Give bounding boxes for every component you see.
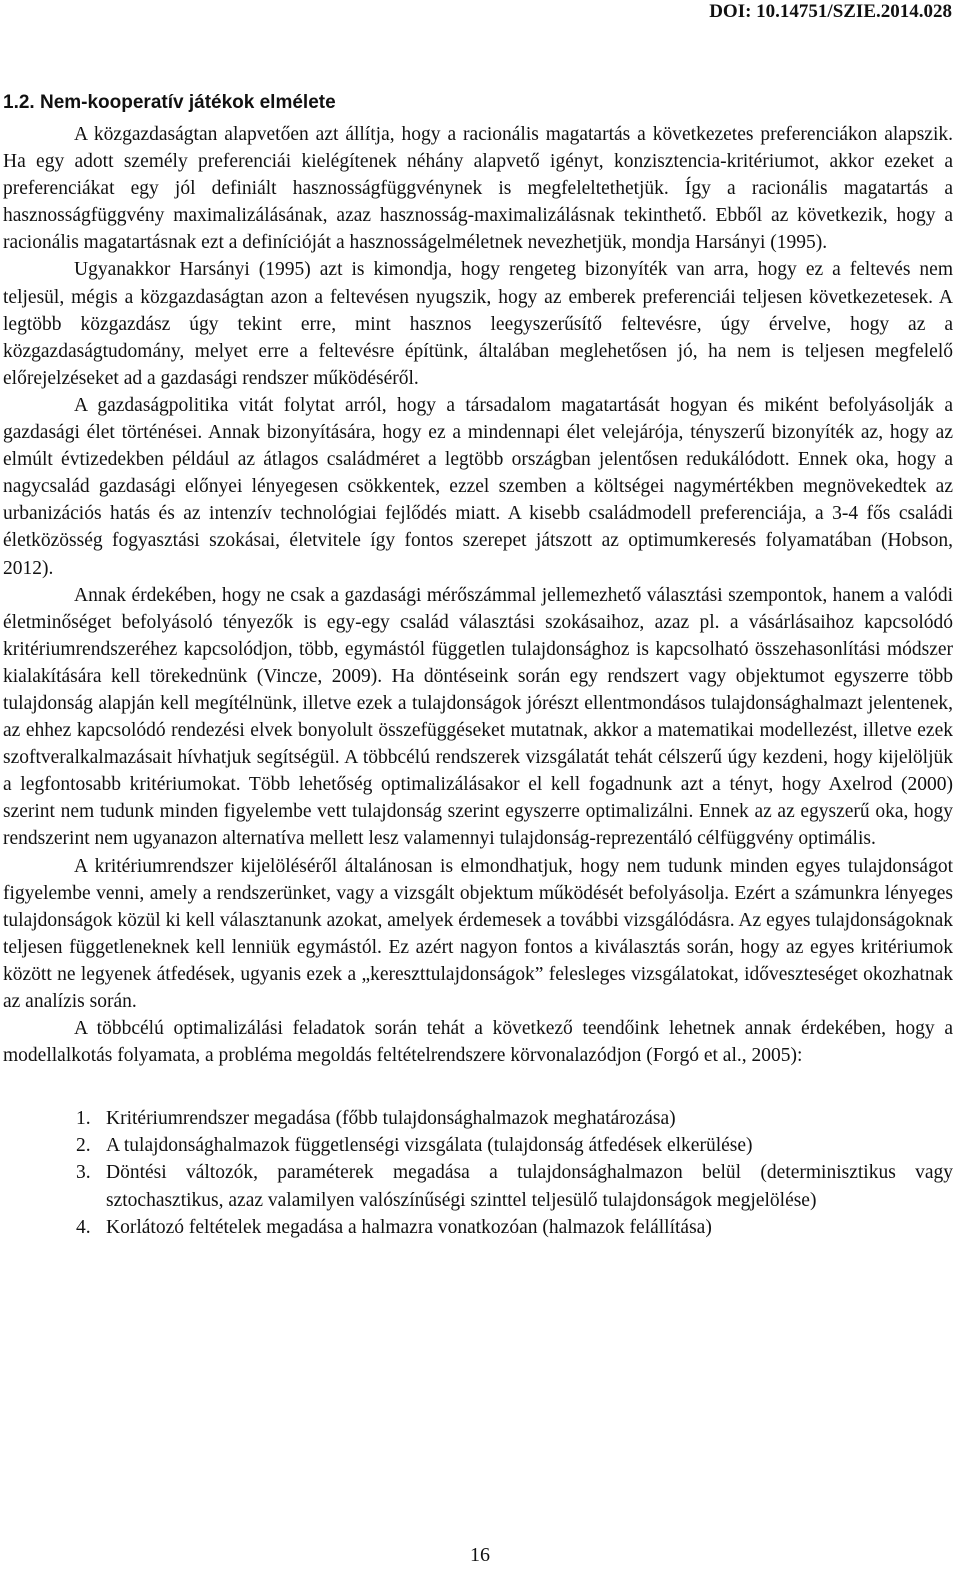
section-heading: 1.2. Nem-kooperatív játékok elmélete: [3, 92, 336, 113]
list-item: [3, 1159, 953, 1213]
list-item-text: Kritériumrendszer megadása (főbb tulajdonsághalmazok meghatározása): [106, 1108, 676, 1130]
list-item-text: Korlátozó feltételek megadása a halmazra vonatkozóan (halmazok felállítása): [106, 1216, 712, 1238]
paragraph-4: Annak érdekében, hogy ne csak a gazdasági mérőszámmal jellemezhető választási szempontok, hanem a valódi életminőséget befolyásoló tényezők is egy-egy család választási szokásaihoz, azaz pl. a vásárlásaihoz kapcsolódó kritériumrendszeréhez kapcsolódjon, több, egymástól független tulajdonsághoz is kapcsolható összehasonlítási módszer kialakítására kell törekednünk (Vincze, 2009). Ha döntéseink során egy rendszert vagy objektumot egyszerre több tulajdonság alapján kell megítélnünk, illetve ezek a tulajdonságok jórészt ellentmondásos tulajdonsághalmazt jelentenek, az ehhez kapcsolódó rendezési elvek bonyolult összefüggéseket mutatnak, akkor a matematikai modellezést, illetve ezek szoftveralkalmazásait hívhatjuk segítségül. A többcélú rendszerek vizsgálatát tehát célszerű úgy kezdeni, hogy kijelöljük a legfontosabb kritériumokat. Több lehetőség optimalizálásakor el kell fogadnunk azt a tényt, hogy Axelrod (2000) szerint nem tudunk minden figyelembe vett tulajdonság szerint egyszerre optimalizálni. Ennek az az egyszerű oka, hogy rendszerint nem ugyanazon alternatíva mellett lesz valamennyi tulajdonság-reprezentáló célfüggvény optimális.: [3, 584, 953, 850]
page-number: 16: [470, 1544, 490, 1566]
list-item-text: A tulajdonsághalmazok függetlenségi vizsgálata (tulajdonság átfedések elkerülése): [106, 1135, 753, 1157]
list-item: [3, 1132, 953, 1159]
paragraph-2: Ugyanakkor Harsányi (1995) azt is kimondja, hogy rengeteg bizonyíték van arra, hogy ez a feltevés nem teljesül, mégis a közgazdaságtan azon a feltevésen nyugszik, hogy az emberek preferenciái teljesen következetesek. A legtöbb közgazdász úgy tekint erre, mint hasznos leegyszerűsítő feltevésre, úgy érvelve, hogy az a közgazdaságtudomány, melyet erre a feltevésre építünk, általában meglehetősen jó, ha nem is teljesen megfelelő előrejelzéseket ad a gazdasági rendszer működéséről.: [3, 259, 953, 389]
list-item-number: 4.: [76, 1216, 91, 1238]
doi-header: DOI: 10.14751/SZIE.2014.028: [709, 1, 952, 22]
list-item-text: Döntési változók, paraméterek megadása a tulajdonsághalmazon belül (determinisztikus vagy sztochasztikus, azaz valamilyen valószínűségi szinttel teljesülő tulajdonságok megjelölése): [106, 1162, 953, 1211]
numbered-list: [3, 1105, 953, 1240]
paragraph-6: A többcélú optimalizálási feladatok során tehát a következő teendőink lehetnek annak érdekében, hogy a modellalkotás folyamata, a probléma megoldás feltételrendszere körvonalazódjon (Forgó et al., 2005):: [3, 1018, 953, 1067]
paragraph-3: A gazdaságpolitika vitát folytat arról, hogy a társadalom magatartását hogyan és miként befolyásolják a gazdasági élet történései. Annak bizonyítására, hogy ez a mindennapi élet velejárója, tényszerű bizonyíték az, hogy az elmúlt évtizedekben például az átlagos családméret a legtöbb országban jelentősen redukálódott. Ennek oka, hogy a nagycsalád gazdasági előnyei lényegesen csökkentek, ezzel szemben a költségei nagymértékben megnövekedtek az urbanizációs hatás és az intenzív technológiai fejlődés miatt. A kisebb családmodell preferenciája, a 3-4 fős családi életközösség fogyasztási szokásai, életvitele így fontos szerepet játszott az optimumkeresés folyamatában (Hobson, 2012).: [3, 394, 953, 579]
page-content: [3, 89, 953, 1241]
list-item: [3, 1105, 953, 1132]
list-item-number: 3.: [76, 1162, 91, 1184]
list-item-number: 1.: [76, 1108, 91, 1130]
list-item: [3, 1214, 953, 1241]
paragraph-5: A kritériumrendszer kijelöléséről általánosan is elmondhatjuk, hogy nem tudunk minden egyes tulajdonságot figyelembe venni, amely a rendszerünket, vagy a vizsgált objektum működését befolyásolja. Ezért a számunkra lényeges tulajdonságok közül ki kell választanunk azokat, amelyek érdemesek a további vizsgálódásra. Az egyes tulajdonságoknak teljesen függetleneknek kell lenniük egymástól. Ez azért nagyon fontos a kiválasztás során, hogy az egyes kritériumok között ne legyenek átfedések, ugyanis ezek a „kereszttulajdonságok” felesleges vizsgálatokat, időveszteséget okozhatnak az analízis során.: [3, 855, 953, 1012]
list-item-number: 2.: [76, 1135, 91, 1157]
paragraph-1: A közgazdaságtan alapvetően azt állítja, hogy a racionális magatartás a következetes preferenciákon alapszik. Ha egy adott személy preferenciái kielégítenek néhány alapvető igényt, konzisztencia-kritériumot, akkor ezeket a preferenciákat egy jól definiált hasznosságfüggvénynek is megfeleltethetjük. Így a racionális magatartás a hasznosságfüggvény maximalizálásának, azaz hasznosság-maximalizálásnak tekinthető. Ebből az következik, hogy a racionális magatartásnak ezt a definícióját a hasznosságelméletnek nevezhetjük, mondja Harsányi (1995).: [3, 124, 953, 254]
